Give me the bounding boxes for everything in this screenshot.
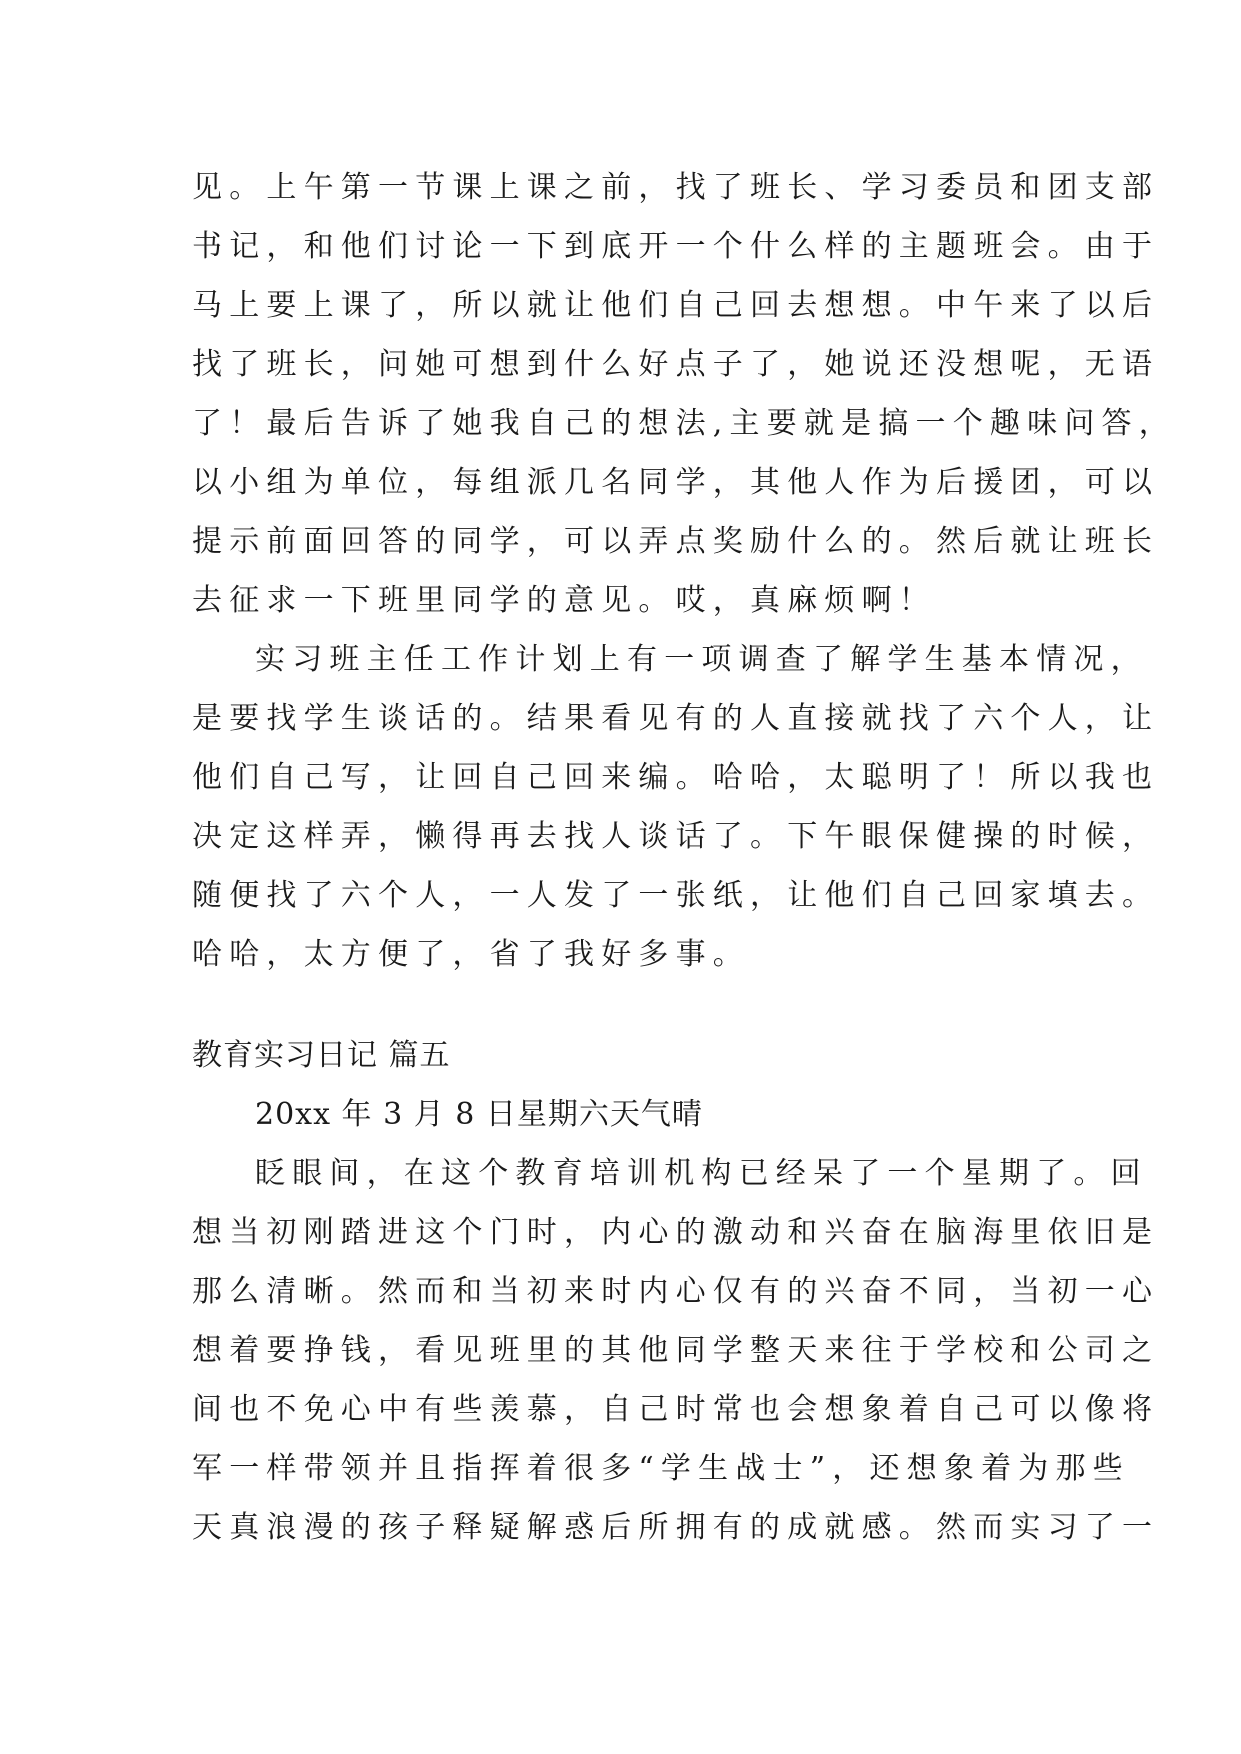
paragraph-line: 了！最后告诉了她我自己的想法,主要就是搞一个趣味问答， xyxy=(192,406,1176,441)
paragraph-line: 找了班长，问她可想到什么好点子了，她说还没想呢，无语 xyxy=(192,347,1160,382)
paragraph-line: 想着要挣钱，看见班里的其他同学整天来往于学校和公司之 xyxy=(192,1333,1160,1368)
paragraph-line: 以小组为单位，每组派几名同学，其他人作为后援团，可以 xyxy=(192,465,1160,500)
paragraph-line: 间也不免心中有些羡慕，自己时常也会想象着自己可以像将 xyxy=(192,1392,1160,1427)
paragraph-line: 马上要上课了，所以就让他们自己回去想想。中午来了以后 xyxy=(192,288,1160,323)
paragraph-line: 军一样带领并且指挥着很多“学生战士”，还想象着为那些 xyxy=(192,1451,1130,1486)
date-line: 20xx 年 3 月 8 日星期六天气晴 xyxy=(255,1097,703,1132)
paragraph-line: 去征求一下班里同学的意见。哎，真麻烦啊！ xyxy=(192,583,936,618)
paragraph-line: 是要找学生谈话的。结果看见有的人直接就找了六个人，让 xyxy=(192,701,1160,736)
paragraph-line: 实习班主任工作计划上有一项调查了解学生基本情况， xyxy=(255,642,1148,677)
paragraph-line: 决定这样弄，懒得再去找人谈话了。下午眼保健操的时候， xyxy=(192,819,1160,854)
paragraph-line: 书记，和他们讨论一下到底开一个什么样的主题班会。由于 xyxy=(192,229,1160,264)
paragraph-line: 提示前面回答的同学，可以弄点奖励什么的。然后就让班长 xyxy=(192,524,1160,559)
paragraph-line: 那么清晰。然而和当初来时内心仅有的兴奋不同，当初一心 xyxy=(192,1274,1160,1309)
paragraph-line: 想当初刚踏进这个门时，内心的激动和兴奋在脑海里依旧是 xyxy=(192,1215,1160,1250)
paragraph-line: 眨眼间，在这个教育培训机构已经呆了一个星期了。回 xyxy=(255,1156,1148,1191)
section-heading: 教育实习日记 篇五 xyxy=(192,1038,451,1073)
paragraph-line: 他们自己写，让回自己回来编。哈哈，太聪明了！所以我也 xyxy=(192,760,1160,795)
paragraph-line: 随便找了六个人，一人发了一张纸，让他们自己回家填去。 xyxy=(192,878,1160,913)
paragraph-line: 天真浪漫的孩子释疑解惑后所拥有的成就感。然而实习了一 xyxy=(192,1510,1160,1545)
paragraph-line: 哈哈，太方便了，省了我好多事。 xyxy=(192,937,750,972)
paragraph-line: 见。上午第一节课上课之前，找了班长、学习委员和团支部 xyxy=(192,170,1160,205)
